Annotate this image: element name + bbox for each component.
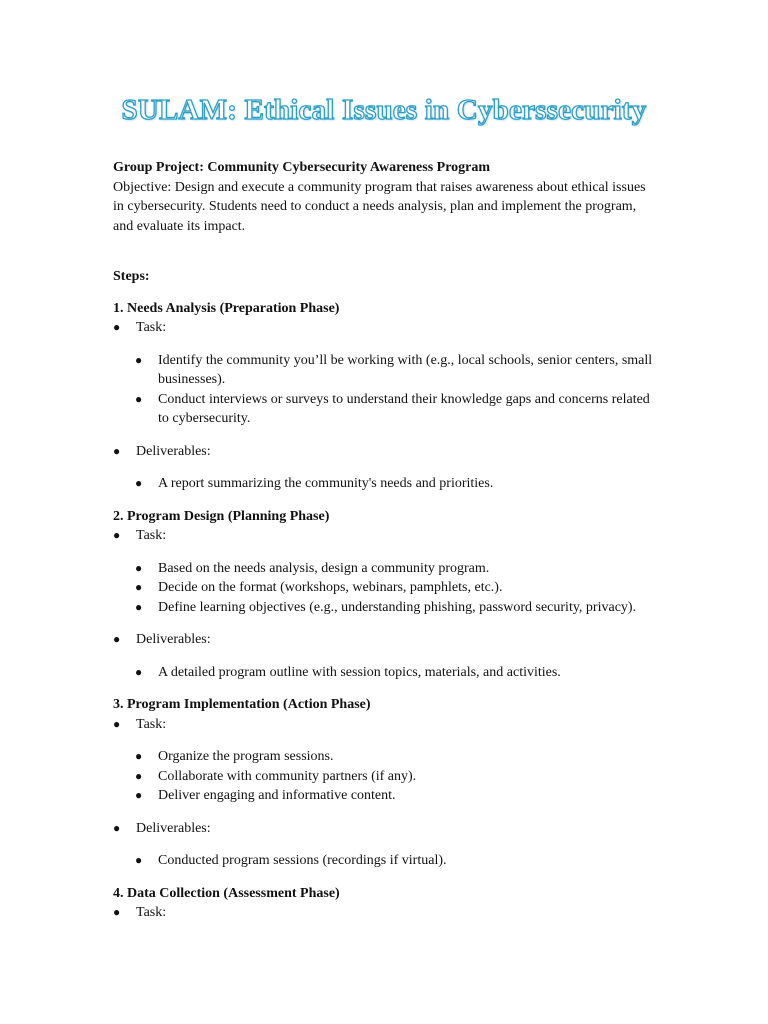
deliverables-label-item: ● Deliverables: bbox=[113, 442, 658, 462]
document-title: SULAM: Ethical Issues in Cyberssecurity bbox=[121, 94, 647, 126]
bullet-icon: ● bbox=[135, 599, 143, 614]
task-label-item: ● Task: bbox=[113, 903, 658, 923]
bullet-icon: ● bbox=[135, 768, 143, 783]
task-list bbox=[113, 559, 658, 618]
objective-paragraph: Objective: Design and execute a community program that raises awareness about ethical issues in cybersecurity. Students need to conduct a needs analysis, plan and implement the program, and evaluate its impact. bbox=[113, 179, 646, 234]
task-label-item: ● Task: bbox=[113, 318, 658, 338]
list-item: ● Collaborate with community partners (if any). bbox=[113, 767, 658, 787]
bullet-icon: ● bbox=[135, 664, 143, 679]
task-list bbox=[113, 351, 658, 429]
list-item: ● A report summarizing the community's needs and priorities. bbox=[113, 474, 658, 494]
deliverables-list bbox=[113, 474, 658, 494]
bullet-icon: ● bbox=[135, 853, 143, 867]
deliverables-label-item: ● Deliverables: bbox=[113, 630, 658, 650]
section-heading: 3. Program Implementation (Action Phase) bbox=[113, 697, 371, 712]
bullet-icon: ● bbox=[135, 476, 143, 490]
task-label-item: ● Task: bbox=[113, 526, 658, 546]
project-heading: Group Project: Community Cybersecurity Awareness Program bbox=[113, 160, 491, 175]
steps-label: Steps: bbox=[113, 269, 150, 284]
bullet-icon: ● bbox=[113, 905, 121, 919]
section-heading: 4. Data Collection (Assessment Phase) bbox=[113, 885, 340, 901]
bullet-icon: ● bbox=[113, 820, 121, 835]
document-body bbox=[113, 158, 658, 923]
list-item: ● Based on the needs analysis, design a community program. bbox=[113, 559, 658, 579]
section-program-implementation bbox=[113, 695, 658, 871]
bullet-icon: ● bbox=[113, 320, 121, 334]
bullet-icon: ● bbox=[113, 632, 121, 646]
list-item: ● Deliver engaging and informative content. bbox=[113, 786, 658, 806]
deliverables-list bbox=[113, 663, 658, 683]
list-item: ● Define learning objectives (e.g., understanding phishing, password security, privacy). bbox=[113, 598, 658, 618]
section-program-design bbox=[113, 507, 658, 683]
bullet-icon: ● bbox=[135, 560, 143, 575]
bullet-icon: ● bbox=[135, 580, 143, 594]
bullet-icon: ● bbox=[135, 749, 143, 763]
deliverables-label-item: ● Deliverables: bbox=[113, 819, 658, 839]
list-item: ● A detailed program outline with session topics, materials, and activities. bbox=[113, 663, 658, 683]
list-item: ● Identify the community you’ll be working with (e.g., local schools, senior centers, small businesses). bbox=[135, 352, 653, 387]
bullet-icon: ● bbox=[135, 391, 143, 406]
section-data-collection bbox=[113, 884, 658, 923]
section-heading: 2. Program Design (Planning Phase) bbox=[113, 508, 330, 524]
bullet-icon: ● bbox=[135, 352, 143, 367]
list-item: ● Conducted program sessions (recordings if virtual). bbox=[113, 851, 658, 871]
list-item: ● Organize the program sessions. bbox=[113, 747, 658, 767]
section-needs-analysis bbox=[113, 299, 658, 494]
section-heading: 1. Needs Analysis (Preparation Phase) bbox=[113, 300, 340, 316]
bullet-icon: ● bbox=[113, 528, 121, 542]
bullet-icon: ● bbox=[113, 716, 121, 731]
bullet-icon: ● bbox=[135, 788, 143, 802]
list-item: ● Decide on the format (workshops, webinars, pamphlets, etc.). bbox=[113, 578, 658, 598]
list-item: ● Conduct interviews or surveys to understand their knowledge gaps and concerns related to cybersecurity. bbox=[135, 391, 650, 426]
deliverables-list bbox=[113, 851, 658, 871]
task-label-item: ● Task: bbox=[113, 715, 658, 735]
bullet-icon: ● bbox=[113, 443, 121, 458]
task-list bbox=[113, 747, 658, 806]
